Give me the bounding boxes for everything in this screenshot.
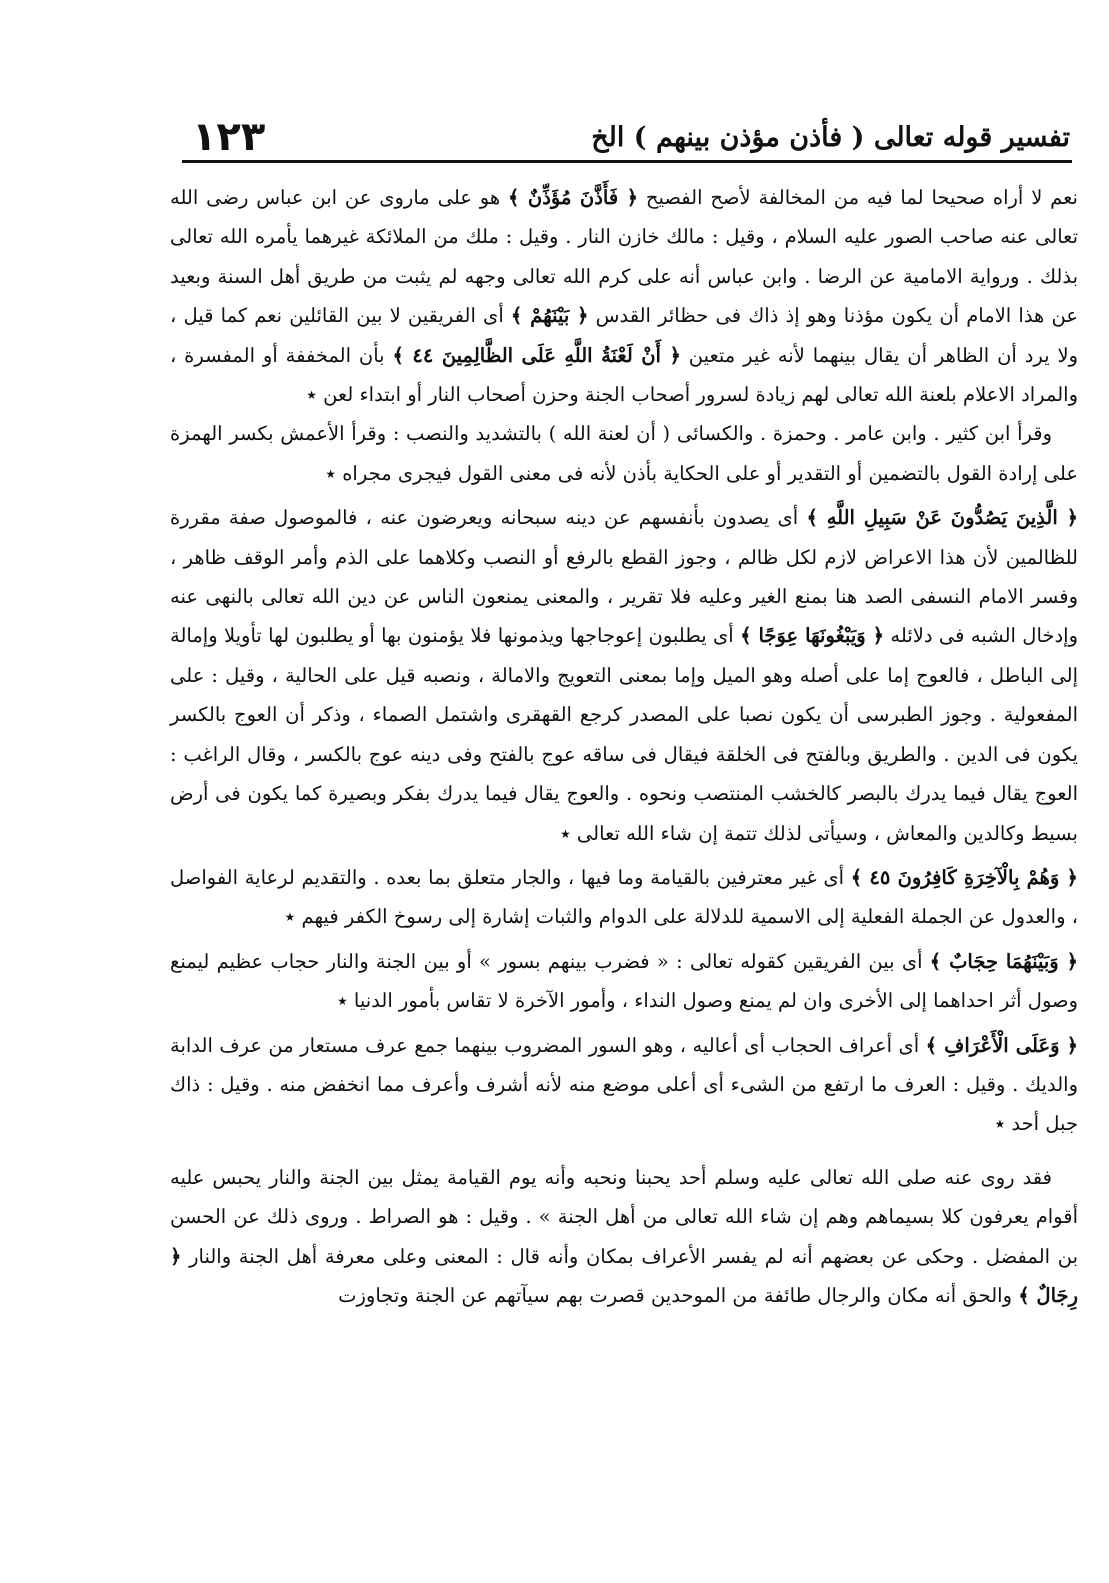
quran-quote: ﴿ وَهُمْ بِالْآخِرَةِ كَافِرُونَ ٤٥ ﴾ (850, 865, 1078, 889)
paragraph (170, 178, 1078, 414)
commentary-text: أى الفريقين لا بين القائلين نعم كما قيل ، ولا يرد أن الظاهر أن يقال بينهما لأنه غير متعين (170, 304, 1078, 367)
commentary-text: أى أعراف الحجاب أى أعاليه ، وهو السور المضروب بينهما جمع عرف مستعار من عرف الدابة والديك . وقيل : العرف ما ارتفع من الشىء أى أعلى موضع منه لأنه أشرف وأعرف مما انخفض منه . وقيل : ذاك جبل أحد ٭ (170, 1033, 1078, 1136)
running-title: تفسير قوله تعالى ( فأذن مؤذن بينهم ) الخ (591, 122, 1070, 153)
commentary-text: فقد روى عنه صلى الله تعالى عليه وسلم أحد يحبنا ونحبه وأنه يوم القيامة يمثل بين الجنة والنار يحبس عليه أقوام يعرفون كلا بسيماهم وهم إن شاء الله تعالى من أهل الجنة » . وقيل : هو الصراط . وروى ذلك عن الحسن بن المفضل . وحكى عن بعضهم أنه لم يفسر الأعراف بمكان وأنه قال : المعنى وعلى معرفة أهل الجنة والنار (170, 1165, 1078, 1268)
quran-quote: ﴿ الَّذِينَ يَصُدُّونَ عَنْ سَبِيلِ اللَّهِ ﴾ (806, 506, 1078, 530)
commentary-text: نعم لا أراه صحيحا لما فيه من المخالفة لأصح الفصيح (638, 186, 1078, 209)
header-divider (182, 160, 1072, 163)
body-text (170, 178, 1078, 1315)
commentary-text: أى يصدون بأنفسهم عن دينه سبحانه ويعرضون عنه ، فالموصول صفة مقررة للظالمين لأن هذا الاعراض لازم لكل ظالم ، وجوز القطع بالرفع أو النصب وكلاهما على الذم وأمر الوقف ظاهر ، وفسر الامام النسفى الصد هنا بمنع الغير وعليه فلا تقرير ، والمعنى يمنعون الناس عن دين الله تعالى بالنهى عنه وإدخال الشبه فى دلائله (170, 506, 1078, 648)
quran-quote: ﴿ وَبَيْنَهُمَا حِجَابٌ ﴾ (929, 949, 1078, 973)
paragraph (170, 498, 1078, 853)
quran-quote: ﴿ بَيْنَهُمْ ﴾ (510, 304, 589, 328)
paragraph (170, 1158, 1078, 1316)
commentary-text: والحق أنه مكان والرجال طائفة من الموحدين قصرت بهم سيآتهم عن الجنة وتجاوزت (338, 1283, 1019, 1307)
commentary-text: هو على ماروى عن ابن عباس رضى الله تعالى عنه صاحب الصور عليه السلام ، وقيل : مالك خازن النار . وقيل : ملك من الملائكة غيرهما يأمره الله تعالى بذلك . ورواية الامامية عن الرضا . وابن عباس أنه على كرم الله تعالى وجهه لم يثبت من طريق أهل السنة وبعيد عن هذا الامام أن يكون مؤذنا وهو إذ ذاك فى حظائر القدس (170, 186, 1078, 328)
quran-quote: ﴿ فَأَذَّنَ مُؤَذِّنٌ ﴾ (508, 186, 639, 209)
commentary-text: أى يطلبون إعوجاجها ويذمونها فلا يؤمنون بها أو يطلبون لها تأويلا وإمالة إلى الباطل ، فالعوج إما على أصله وهو الميل وإما بمعنى التعويج والامالة ، ونصبه قيل على الحالية ، وقيل : على المفعولية . وجوز الطبرسى أن يكون نصبا على المصدر كرجع القهقرى واشتمل الصماء ، وذكر أن العوج بالكسر يكون فى الدين . والطريق وبالفتح فى الخلقة فيقال فى ساقه عوج بالفتح وفى دينه عوج بالكسر ، وقال الراغب : العوج يقال فيما يدرك بالبصر كالخشب المنتصب ونحوه . والعوج يقال فيما يدرك بفكر وبصيرة كما يكون فى أرض بسيط وكالدين والمعاش ، وسيأتى لذلك تتمة إن شاء الله تعالى ٭ (170, 624, 1078, 845)
page-number: ١٢٣ (192, 114, 266, 160)
quran-quote: ﴿ وَيَبْغُونَهَا عِوَجًا ﴾ (740, 624, 885, 648)
quran-quote: ﴿ وَعَلَى الْأَعْرَافِ ﴾ (925, 1033, 1079, 1057)
quran-quote: ﴿ رِجَالٌ ﴾ (170, 1244, 1078, 1307)
paragraph (170, 1026, 1078, 1144)
quran-quote: ﴿ أَنْ لَعْنَةُ اللَّهِ عَلَى الظَّالِمِينَ ٤٤ ﴾ (392, 343, 681, 367)
commentary-text: أى بين الفريقين كقوله تعالى : « فضرب بينهم بسور » أو بين الجنة والنار حجاب عظيم ليمنع وصول أثر احداهما إلى الأخرى وان لم يمنع وصول النداء ، وأمور الآخرة لا تقاس بأمور الدنيا ٭ (170, 949, 1078, 1013)
paragraph (170, 414, 1078, 493)
paragraph (170, 942, 1078, 1021)
commentary-text: بأن المخففة أو المفسرة ، والمراد الاعلام بلعنة الله تعالى لهم زيادة لسرور أصحاب الجنة وحزن أصحاب النار أو ابتداء لعن ٭ (170, 343, 1078, 407)
commentary-text: وقرأ ابن كثير . وابن عامر . وحمزة . والكسائى ( أن لعنة الله ) بالتشديد والنصب : وقرأ الأعمش بكسر الهمزة على إرادة القول بالتضمين أو التقدير أو على الحكاية بأذن لأنه فى معنى القول فيجرى مجراه ٭ (170, 422, 1078, 485)
paragraph (170, 858, 1078, 937)
page-header (180, 112, 1070, 162)
commentary-text: أى غير معترفين بالقيامة وما فيها ، والجار متعلق بما بعده . والتقديم لرعاية الفواصل ، والعدول عن الجملة الفعلية إلى الاسمية للدلالة على الدوام والثبات إشارة إلى رسوخ الكفر فيهم ٭ (170, 865, 1078, 929)
